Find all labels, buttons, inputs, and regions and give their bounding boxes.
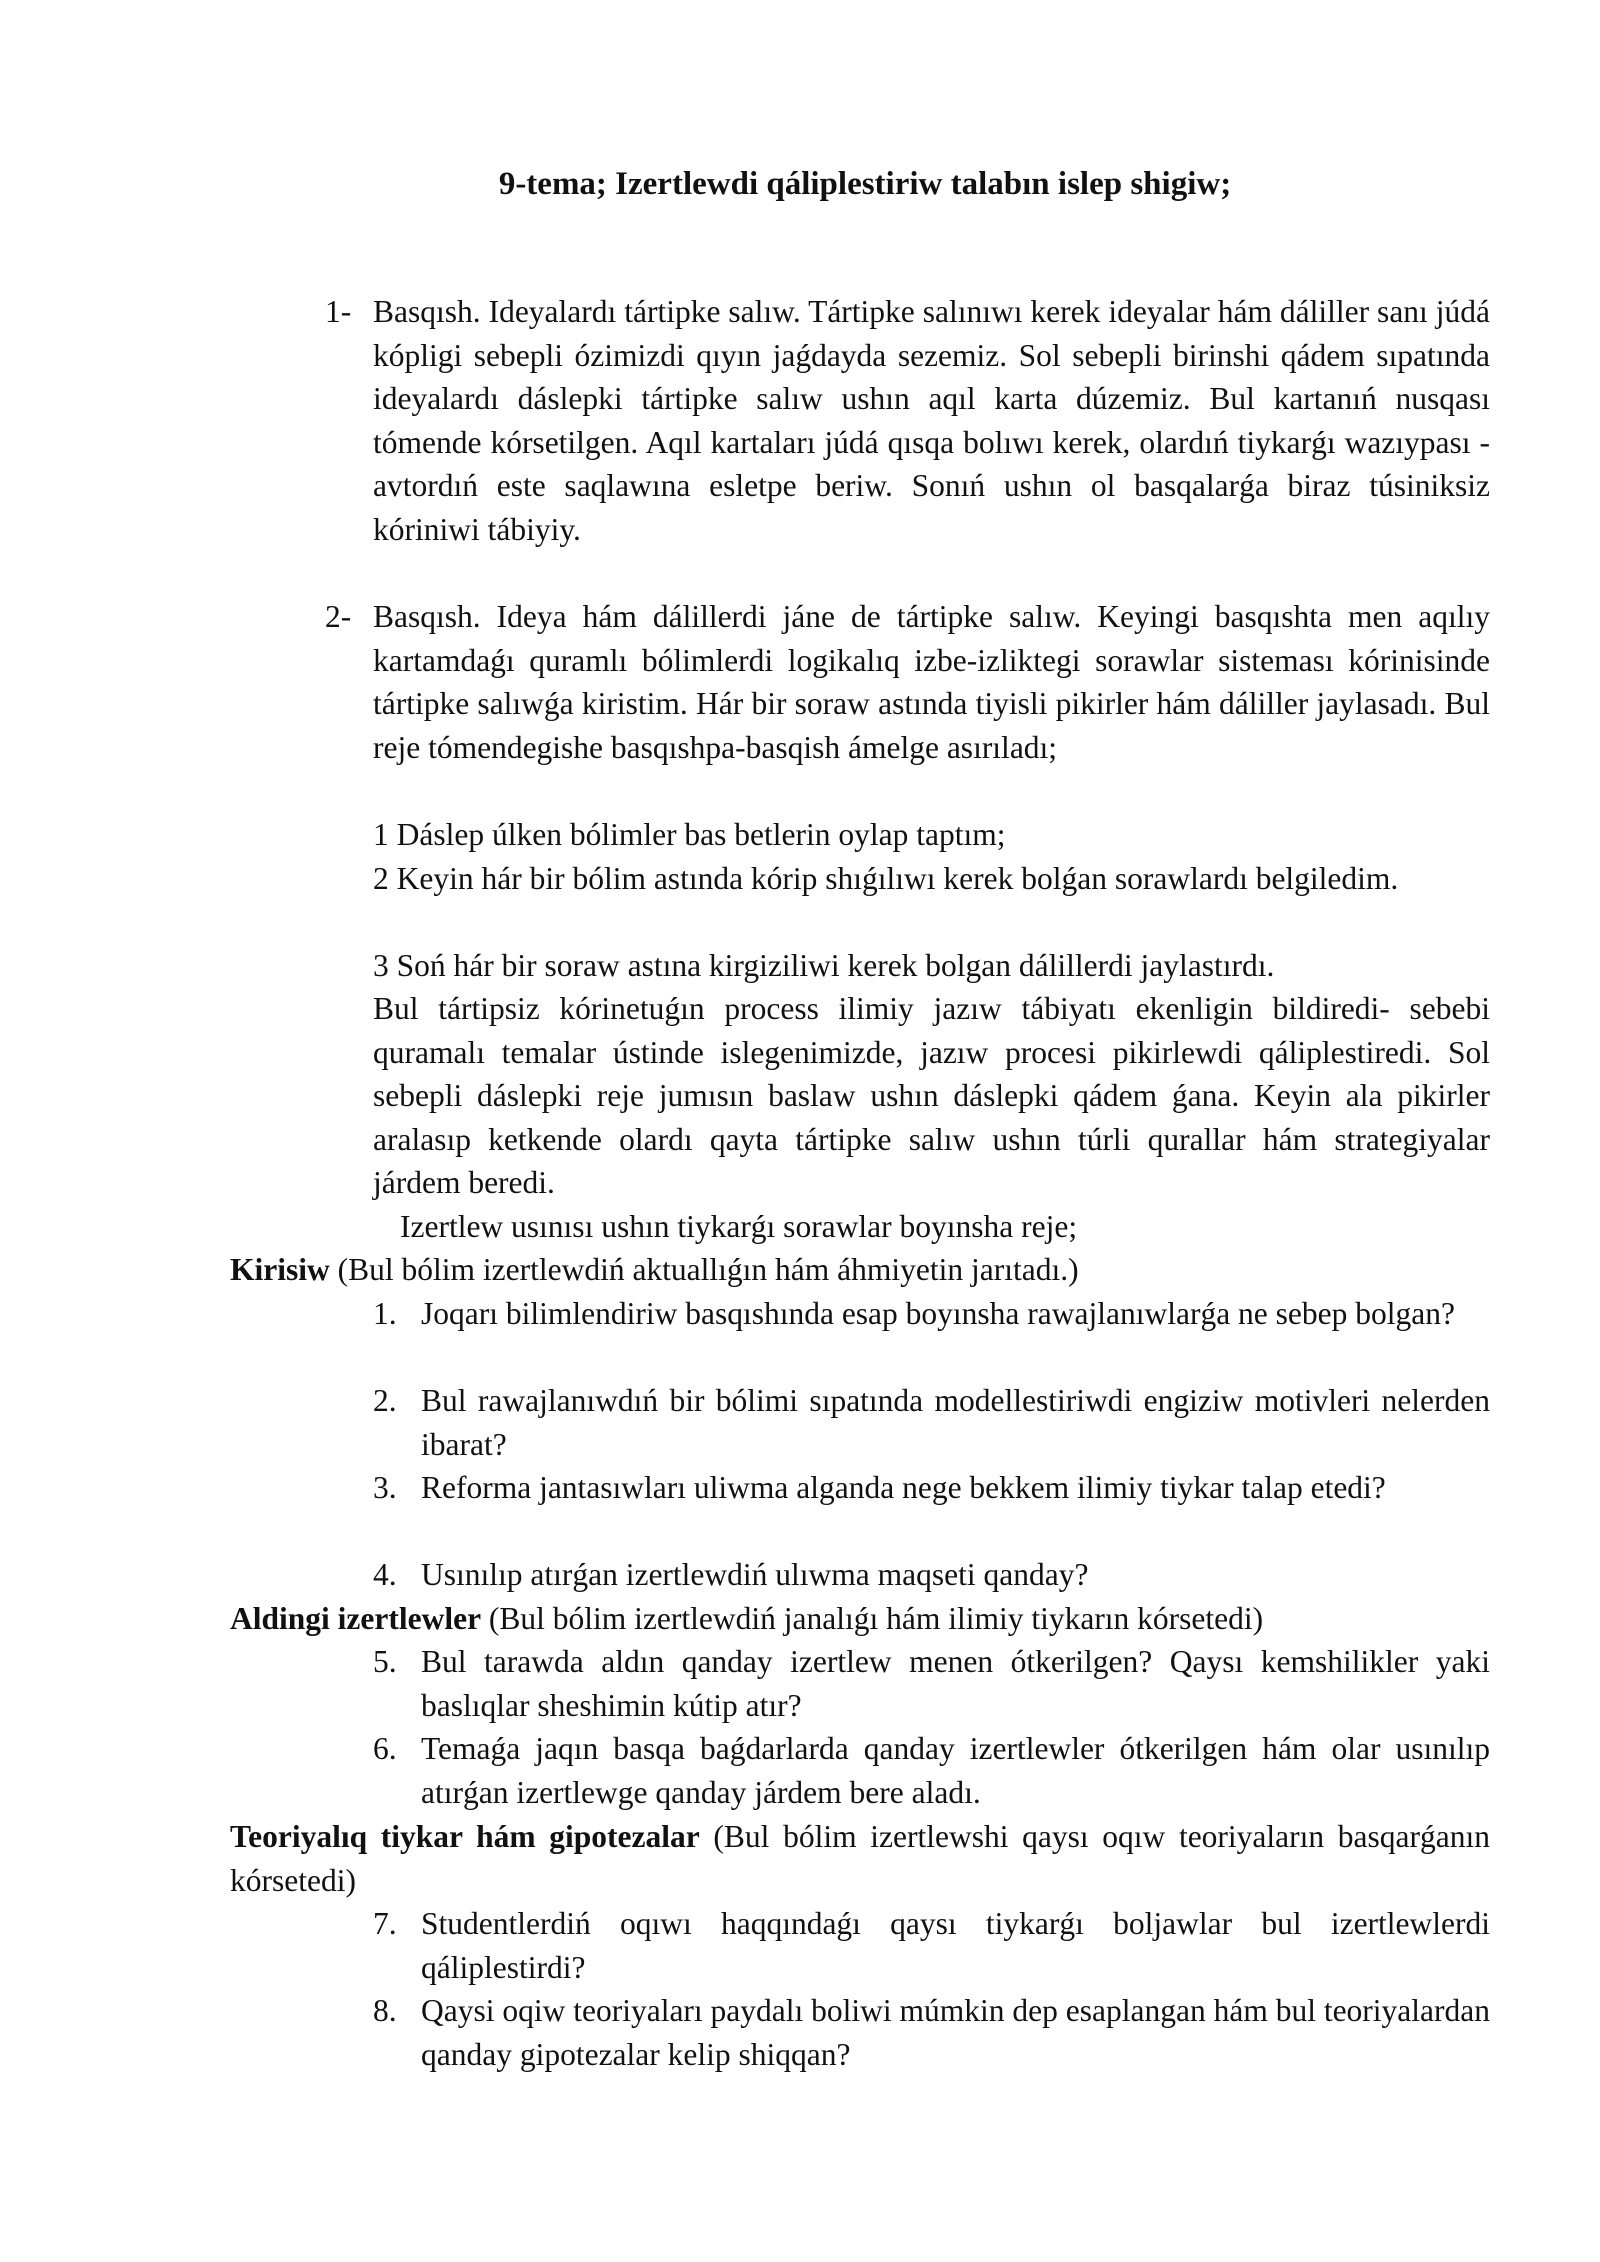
- question-text: Temaǵa jaqın basqa baǵdarlarda qanday izertlewler ótkerilgen hám olar usınılıp atırǵan izertlewge qanday járdem bere aladı.: [421, 1731, 1490, 1810]
- step-number: 1-: [325, 294, 352, 329]
- section-heading-rest: (Bul bólim izertlewshi qaysı oqıw teoriyaların basqarǵanın kórsetedi): [230, 1819, 1490, 1898]
- question-text: Reforma jantasıwları uliwma alganda nege bekkem ilimiy tiykar talap etedi?: [421, 1470, 1386, 1505]
- section-heading: [230, 1248, 1490, 1292]
- step-number: 2-: [325, 599, 352, 634]
- step-item: [325, 595, 1490, 769]
- question-number: 6.: [373, 1731, 397, 1766]
- question-item: [373, 1292, 1490, 1336]
- substep-line: 3 Soń hár bir soraw astına kirgiziliwi kerek bolgan dálillerdi jaylastırdı.: [373, 948, 1275, 983]
- question-item: [373, 1640, 1490, 1727]
- question-item: [373, 1466, 1490, 1510]
- body-paragraph: Bul tártipsiz kórinetuǵın process ilimiy jazıw tábiyatı ekenligin bildiredi- sebebi quramalı temalar ústinde islegenimizde, jazıw procesi pikirlewdi qáliplestiredi. Sol sebepli dáslepki reje jumısın baslaw ushın dáslepki qádem ǵana. Keyin ala pikirler aralasıp ketkende olardı qayta tártipke salıw ushın túrli qurallar hám strategiyalar járdem beredi.: [373, 991, 1490, 1200]
- question-text: Qaysi oqiw teoriyaları paydalı boliwi múmkin dep esaplangan hám bul teoriyalardan qanday gipotezalar kelip shiqqan?: [421, 1993, 1490, 2072]
- step-item: [325, 290, 1490, 551]
- section-heading: [230, 1597, 1490, 1641]
- plan-heading: Izertlew usınısı ushın tiykarǵı sorawlar boyınsha reje;: [400, 1209, 1078, 1244]
- section-heading: [230, 1815, 1490, 1902]
- question-text: Usınılıp atırǵan izertlewdiń ulıwma maqseti qanday?: [421, 1557, 1089, 1592]
- question-item: [373, 1379, 1490, 1466]
- section-heading-bold: Teoriyalıq tiykar hám gipotezalar: [230, 1819, 700, 1854]
- question-number: 7.: [373, 1906, 397, 1941]
- question-number: 2.: [373, 1383, 397, 1418]
- question-text: Joqarı bilimlendiriw basqıshında esap boyınsha rawajlanıwlarǵa ne sebep bolgan?: [421, 1296, 1455, 1331]
- question-text: Studentlerdiń oqıwı haqqındaǵı qaysı tiykarǵı boljawlar bul izertlewlerdi qáliplestirdi?: [421, 1906, 1490, 1985]
- question-text: Bul rawajlanıwdıń bir bólimi sıpatında modellestiriwdi engiziw motivleri nelerden ibarat?: [421, 1383, 1490, 1462]
- substep-line: 2 Keyin hár bir bólim astında kórip shıǵılıwı kerek bolǵan sorawlardı belgiledim.: [373, 861, 1399, 896]
- section-heading-bold: Kirisiw: [230, 1252, 330, 1287]
- question-item: [373, 1902, 1490, 1989]
- step-text: Basqısh. Ideyalardı tártipke salıw. Tártipke salınıwı kerek ideyalar hám dáliller sanı júdá kópligi sebepli ózimizdi qıyın jaǵdayda sezemiz. Sol sebepli birinshi qádem sıpatında ideyalardı dáslepki tártipke salıw ushın aqıl karta dúzemiz. Bul kartanıń nusqası tómende kórsetilgen. Aqıl kartaları júdá qısqa bolıwı kerek, olardıń tiykarǵı wazıypası - avtordıń este saqlawına esletpe beriw. Sonıń ushın ol basqalarǵa biraz túsiniksiz kóriniwi tábiyiy.: [373, 294, 1490, 547]
- question-item: [373, 1727, 1490, 1814]
- substep-line: 1 Dáslep úlken bólimler bas betlerin oylap taptım;: [373, 817, 1006, 852]
- question-number: 8.: [373, 1993, 397, 2028]
- question-item: [373, 1989, 1490, 2076]
- question-number: 5.: [373, 1644, 397, 1679]
- question-number: 3.: [373, 1470, 397, 1505]
- step-text: Basqısh. Ideya hám dálillerdi jáne de tártipke salıw. Keyingi basqıshta men aqılıy kartamdaǵı quramlı bólimlerdi logikalıq izbe-izliktegi sorawlar sisteması kórinisinde tártipke salıwǵa kiristim. Hár bir soraw astında tiyisli pikirler hám dáliller jaylasadı. Bul reje tómendegishe basqıshpa-basqish ámelge asırıladı;: [373, 599, 1490, 765]
- question-number: 1.: [373, 1296, 397, 1331]
- document-title: 9-tema; Izertlewdi qáliplestiriw talabın islep shigiw;: [498, 166, 1232, 202]
- section-heading-rest: (Bul bólim izertlewdiń aktuallıǵın hám áhmiyetin jarıtadı.): [329, 1252, 1079, 1287]
- section-heading-bold: Aldingi izertlewler: [230, 1601, 482, 1636]
- question-text: Bul tarawda aldın qanday izertlew menen ótkerilgen? Qaysı kemshilikler yaki baslıqlar sheshimin kútip atır?: [421, 1644, 1490, 1723]
- question-number: 4.: [373, 1557, 397, 1592]
- section-heading-rest: (Bul bólim izertlewdiń janalıǵı hám ilimiy tiykarın kórsetedi): [481, 1601, 1264, 1636]
- question-item: [373, 1553, 1490, 1597]
